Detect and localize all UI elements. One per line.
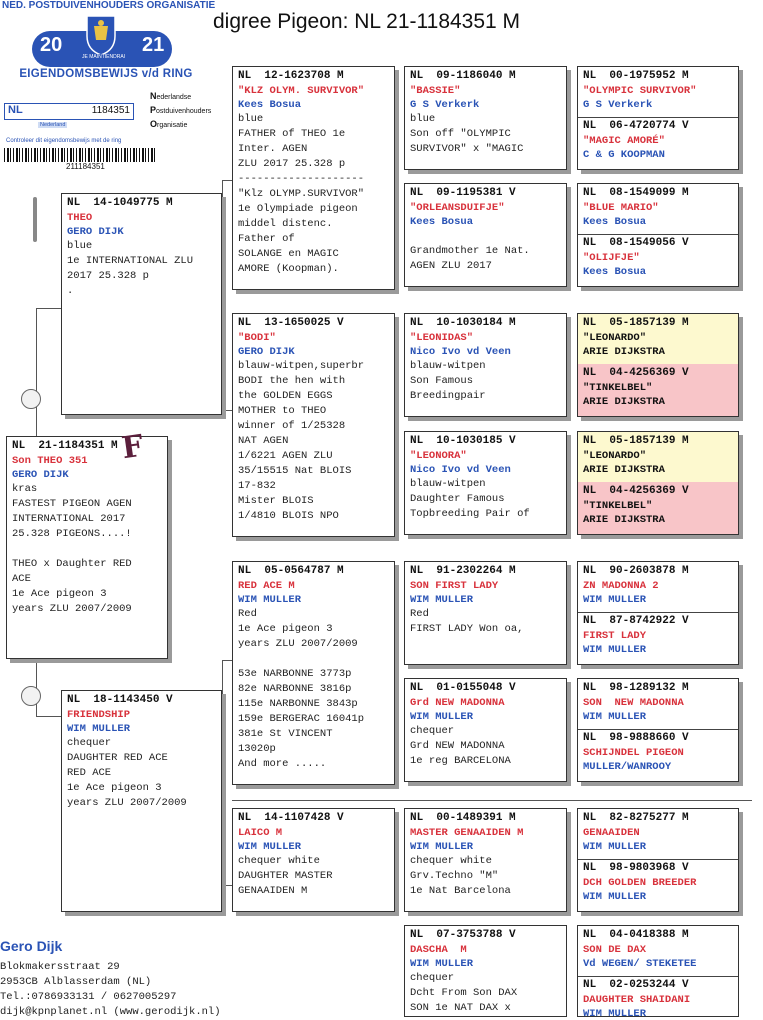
pigeon-owner: WIM MULLER bbox=[583, 644, 647, 656]
ring-number: NL 04-0418388 M bbox=[583, 929, 689, 941]
ring-number: NL 98-1289132 M bbox=[583, 682, 689, 694]
connector-line bbox=[222, 180, 232, 181]
pigeon-description: blue Son off "OLYMPIC SURVIVOR" x "MAGIC bbox=[410, 113, 524, 155]
ring-number: NL 05-0564787 M bbox=[238, 565, 344, 577]
pigeon-name: "TINKELBEL" bbox=[583, 500, 653, 512]
ring-number: NL 04-4256369 V bbox=[583, 367, 689, 379]
pedigree-entry-g13[interactable] bbox=[578, 809, 738, 860]
crest-icon bbox=[84, 12, 118, 56]
pigeon-owner: Vd WEGEN/ STEKETEE bbox=[583, 958, 697, 970]
pigeon-owner: Kees Bosua bbox=[410, 216, 474, 228]
ring-number: NL 98-9803968 V bbox=[583, 862, 689, 874]
ring-number: NL 00-1489391 M bbox=[410, 812, 516, 824]
pigeon-description: chequer DAUGHTER RED ACE RED ACE 1e Ace pigeon 3 years ZLU 2007/2009 bbox=[67, 737, 187, 809]
badge-organisation: NED. POSTDUIVENHOUDERS ORGANISATIE bbox=[2, 0, 216, 11]
pigeon-name: THEO bbox=[67, 212, 93, 224]
ring-number: NL 10-1030184 M bbox=[410, 317, 516, 329]
pigeon-name: "BODI" bbox=[238, 332, 276, 344]
ring-number: NL 91-2302264 M bbox=[410, 565, 516, 577]
pedigree-entry-g15[interactable] bbox=[578, 926, 738, 977]
ring-number: NL 82-8275277 M bbox=[583, 812, 689, 824]
ring-number: 1184351 bbox=[91, 105, 130, 116]
ring-number: NL 00-1975952 M bbox=[583, 70, 689, 82]
pedigree-card-pair-5 bbox=[577, 561, 739, 665]
pedigree-card-dam-sire[interactable] bbox=[232, 561, 395, 785]
ring-number: NL 04-4256369 V bbox=[583, 485, 689, 497]
barcode-number: 211184351 bbox=[66, 162, 105, 171]
pedigree-card-sss[interactable] bbox=[404, 66, 567, 170]
pigeon-name: FIRST LADY bbox=[583, 630, 647, 642]
pigeon-owner: G S Verkerk bbox=[410, 99, 480, 111]
connector-line bbox=[222, 410, 232, 411]
pigeon-description: blauw-witpen Daughter Famous Topbreeding Pair of bbox=[410, 478, 530, 520]
pigeon-description: Grandmother 1e Nat. AGEN ZLU 2017 bbox=[410, 245, 530, 272]
pigeon-owner: Nico Ivo vd Veen bbox=[410, 464, 511, 476]
pigeon-description: chequer white DAUGHTER MASTER GENAAIDEN M bbox=[238, 855, 333, 897]
ring-number: NL 90-2603878 M bbox=[583, 565, 689, 577]
pigeon-owner: WIM MULLER bbox=[410, 958, 474, 970]
pin-icon bbox=[33, 197, 37, 242]
pigeon-name: Grd NEW MADONNA bbox=[410, 697, 505, 709]
badge-control-text: Controleer dit eigendomsbewijs met de ring bbox=[6, 138, 122, 144]
barcode-icon bbox=[4, 148, 156, 162]
pigeon-owner: WIM MULLER bbox=[238, 841, 302, 853]
pigeon-owner: WIM MULLER bbox=[583, 711, 647, 723]
pigeon-owner: G S Verkerk bbox=[583, 99, 653, 111]
pigeon-description: blauw-witpen Son Famous Breedingpair bbox=[410, 360, 486, 402]
ring-number: NL 08-1549099 M bbox=[583, 187, 689, 199]
pigeon-description: kras FASTEST PIGEON AGEN INTERNATIONAL 2017 25.328 PIGEONS....! THEO x Daughter RED ACE 1e Ace pigeon 3 years ZLU 2007/2009 bbox=[12, 483, 132, 615]
pigeon-owner: ARIE DIJKSTRA bbox=[583, 464, 665, 476]
connector-line bbox=[222, 885, 232, 886]
pigeon-owner: WIM MULLER bbox=[583, 1008, 647, 1016]
ring-number: NL 18-1143450 V bbox=[67, 694, 173, 706]
pigeon-owner: WIM MULLER bbox=[583, 594, 647, 606]
ring-number: NL 05-1857139 M bbox=[583, 317, 689, 329]
ring-number: NL 08-1549056 V bbox=[583, 237, 689, 249]
pedigree-card-dam[interactable] bbox=[61, 690, 222, 912]
pigeon-name: "OLYMPIC SURVIVOR" bbox=[583, 85, 697, 97]
pigeon-name: GENAAIDEN bbox=[583, 827, 640, 839]
pedigree-card-pair-1 bbox=[577, 66, 739, 170]
ring-number: NL 10-1030185 V bbox=[410, 435, 516, 447]
connector-line bbox=[222, 660, 223, 885]
ring-number: NL 14-1049775 M bbox=[67, 197, 173, 209]
connector-line bbox=[222, 660, 232, 661]
pedigree-card-dss[interactable] bbox=[404, 561, 567, 665]
pigeon-name: "LEONARDO" bbox=[583, 332, 647, 344]
ring-number-box bbox=[4, 103, 134, 120]
pigeon-owner: WIM MULLER bbox=[67, 723, 131, 735]
pedigree-card-sds[interactable] bbox=[404, 313, 567, 417]
pigeon-name: "MAGIC AMORÉ" bbox=[583, 135, 665, 147]
connector-knob-icon bbox=[21, 686, 41, 706]
pigeon-owner: MULLER/WANROOY bbox=[583, 761, 672, 773]
pedigree-card-pair-3 bbox=[577, 313, 739, 417]
pedigree-card-ddd[interactable] bbox=[404, 925, 567, 1017]
pigeon-description: blue FATHER of THEO 1e Inter. AGEN ZLU 2017 25.328 p -------------------- "Klz OLYMP.SURVIVOR" 1e Olympiade pigeon middel distenc. Father of SOLANGE en MAGIC AMORE (Koopman). bbox=[238, 113, 365, 275]
pigeon-name: "LEONIDAS" bbox=[410, 332, 474, 344]
pigeon-owner: GERO DIJK bbox=[238, 346, 295, 358]
badge-country-label: Nederland bbox=[40, 122, 66, 128]
acronym-letter-n: N bbox=[150, 91, 157, 101]
pigeon-owner: Kees Bosua bbox=[583, 266, 647, 278]
pedigree-entry-g5[interactable] bbox=[578, 314, 738, 365]
crest-motto: JE MAINTIENDRAI bbox=[82, 54, 126, 60]
breeder-phone: Tel.:0786933131 / 0627005297 bbox=[0, 991, 177, 1003]
acronym-word-p: ostduivenhouders bbox=[156, 108, 212, 115]
pedigree-entry-g6[interactable] bbox=[578, 364, 738, 416]
acronym-word-n: ederlandse bbox=[156, 94, 192, 101]
pigeon-owner: C & G KOOPMAN bbox=[583, 149, 665, 161]
ring-number: NL 12-1623708 M bbox=[238, 70, 344, 82]
pedigree-card-pair-6 bbox=[577, 678, 739, 782]
ring-number: NL 87-8742922 V bbox=[583, 615, 689, 627]
pigeon-name: MASTER GENAAIDEN M bbox=[410, 827, 524, 839]
pigeon-owner: Kees Bosua bbox=[583, 216, 647, 228]
ring-number: NL 05-1857139 M bbox=[583, 435, 689, 447]
ring-number: NL 06-4720774 V bbox=[583, 120, 689, 132]
pedigree-card-sire-sire[interactable] bbox=[232, 66, 395, 290]
breeder-city: 2953CB Alblasserdam (NL) bbox=[0, 976, 152, 988]
pedigree-entry-g1[interactable] bbox=[578, 67, 738, 118]
pigeon-owner: GERO DIJK bbox=[12, 469, 69, 481]
badge-year-right: 21 bbox=[142, 34, 165, 56]
breeder-name: Gero Dijk bbox=[0, 938, 63, 954]
pigeon-name: RED ACE M bbox=[238, 580, 295, 592]
pigeon-name: "BASSIE" bbox=[410, 85, 461, 97]
pigeon-owner: WIM MULLER bbox=[583, 841, 647, 853]
connector-line bbox=[222, 180, 223, 410]
pigeon-description: blauw-witpen,superbr BODI the hen with the GOLDEN EGGS MOTHER to THEO winner of 1/25328 NAT AGEN 1/6221 AGEN ZLU 35/15515 Nat BLOIS 17-832 Mister BLOIS 1/4810 BLOIS NPO bbox=[238, 360, 365, 522]
pigeon-owner: WIM MULLER bbox=[238, 594, 302, 606]
pedigree-entry-g7[interactable] bbox=[578, 432, 738, 483]
ring-number: NL 07-3753788 V bbox=[410, 929, 516, 941]
acronym-letter-p: P bbox=[150, 105, 157, 115]
pedigree-card-pair-2 bbox=[577, 183, 739, 287]
pigeon-name: "ORLEANSDUIFJE" bbox=[410, 202, 505, 214]
handwritten-mark: F bbox=[119, 428, 146, 467]
pigeon-description: chequer Dcht From Son DAX SON 1e NAT DAX x bbox=[410, 972, 518, 1014]
breeder-contact bbox=[0, 938, 221, 1020]
pedigree-card-sire-dam[interactable] bbox=[232, 313, 395, 537]
badge-heading: EIGENDOMSBEWIJS v/d RING bbox=[19, 68, 193, 80]
pedigree-card-dam-dam[interactable] bbox=[232, 808, 395, 912]
ring-number: NL 14-1107428 V bbox=[238, 812, 344, 824]
pedigree-card-pair-4 bbox=[577, 431, 739, 535]
breeder-website-link[interactable]: dijk@kpnplanet.nl (www.gerodijk.nl) bbox=[0, 1006, 221, 1018]
pigeon-name: "TINKELBEL" bbox=[583, 382, 653, 394]
connector-knob-icon bbox=[21, 389, 41, 409]
pedigree-entry-g9[interactable] bbox=[578, 562, 738, 613]
pedigree-entry-g2[interactable] bbox=[578, 117, 738, 169]
pigeon-name: ZN MADONNA 2 bbox=[583, 580, 659, 592]
pigeon-name: SON NEW MADONNA bbox=[583, 697, 684, 709]
pedigree-entry-g8[interactable] bbox=[578, 482, 738, 534]
pedigree-card-dds[interactable] bbox=[404, 808, 567, 912]
badge-acronym bbox=[150, 90, 211, 132]
ring-number: NL 09-1186040 M bbox=[410, 70, 516, 82]
pigeon-owner: Kees Bosua bbox=[238, 99, 302, 111]
breeder-street: Blokmakersstraat 29 bbox=[0, 961, 120, 973]
pedigree-entry-g16[interactable] bbox=[578, 976, 738, 1016]
pigeon-name: Son THEO 351 bbox=[12, 455, 88, 467]
pigeon-name: DASCHA M bbox=[410, 944, 467, 956]
pedigree-card-sire[interactable] bbox=[61, 193, 222, 415]
pedigree-entry-g11[interactable] bbox=[578, 679, 738, 730]
pedigree-card-sdd[interactable] bbox=[404, 431, 567, 535]
ring-number: NL 02-0253244 V bbox=[583, 979, 689, 991]
connector-line bbox=[36, 308, 37, 438]
pigeon-name: "LEONARDO" bbox=[583, 450, 647, 462]
pedigree-card-dsd[interactable] bbox=[404, 678, 567, 782]
pigeon-description: blue 1e INTERNATIONAL ZLU 2017 25.328 p . bbox=[67, 240, 194, 297]
pedigree-entry-g14[interactable] bbox=[578, 859, 738, 911]
pedigree-entry-g12[interactable] bbox=[578, 729, 738, 781]
pigeon-name: "OLIJFJE" bbox=[583, 252, 640, 264]
acronym-letter-o: O bbox=[150, 119, 158, 129]
pigeon-name: FRIENDSHIP bbox=[67, 709, 131, 721]
pedigree-card-ssd[interactable] bbox=[404, 183, 567, 287]
pigeon-owner: WIM MULLER bbox=[410, 711, 474, 723]
ring-number: NL 01-0155048 V bbox=[410, 682, 516, 694]
pigeon-owner: ARIE DIJKSTRA bbox=[583, 514, 665, 526]
pigeon-owner: ARIE DIJKSTRA bbox=[583, 346, 665, 358]
connector-line bbox=[36, 308, 61, 309]
pedigree-card-pair-8 bbox=[577, 925, 739, 1017]
pigeon-description: Red FIRST LADY Won oa, bbox=[410, 608, 524, 635]
page-title: digree Pigeon: NL 21-1184351 M bbox=[213, 10, 521, 33]
ring-number: NL 21-1184351 M bbox=[12, 440, 118, 452]
pigeon-name: "KLZ OLYM. SURVIVOR" bbox=[238, 85, 365, 97]
ring-number: NL 09-1195381 V bbox=[410, 187, 516, 199]
connector-line bbox=[232, 800, 752, 801]
pigeon-owner: WIM MULLER bbox=[410, 841, 474, 853]
pigeon-name: DCH GOLDEN BREEDER bbox=[583, 877, 697, 889]
pigeon-owner: Nico Ivo vd Veen bbox=[410, 346, 511, 358]
pigeon-description: chequer Grd NEW MADONNA 1e reg BARCELONA bbox=[410, 725, 511, 767]
pigeon-name: "BLUE MARIO" bbox=[583, 202, 659, 214]
pigeon-owner: WIM MULLER bbox=[410, 594, 474, 606]
pigeon-description: Red 1e Ace pigeon 3 years ZLU 2007/2009 53e NARBONNE 3773p 82e NARBONNE 3816p 115e NARBONNE 3843p 159e BERGERAC 16041p 381e St VINCENT 13020p And more ..... bbox=[238, 608, 365, 770]
connector-line bbox=[36, 716, 61, 717]
pedigree-card-pair-7 bbox=[577, 808, 739, 912]
pigeon-owner: GERO DIJK bbox=[67, 226, 124, 238]
ring-country: NL bbox=[8, 104, 23, 116]
ring-ownership-certificate bbox=[0, 0, 216, 172]
pigeon-name: SCHIJNDEL PIGEON bbox=[583, 747, 684, 759]
pigeon-name: SON DE DAX bbox=[583, 944, 647, 956]
pigeon-name: LAICO M bbox=[238, 827, 283, 839]
badge-year-left: 20 bbox=[40, 34, 63, 56]
pedigree-entry-g3[interactable] bbox=[578, 184, 738, 235]
pigeon-name: SON FIRST LADY bbox=[410, 580, 499, 592]
pigeon-description: chequer white Grv.Techno "M" 1e Nat Barcelona bbox=[410, 855, 511, 897]
pigeon-name: "LEONORA" bbox=[410, 450, 467, 462]
pedigree-card-subject[interactable] bbox=[6, 436, 168, 659]
pigeon-owner: WIM MULLER bbox=[583, 891, 647, 903]
pigeon-name: DAUGHTER SHAIDANI bbox=[583, 994, 691, 1006]
pigeon-owner: ARIE DIJKSTRA bbox=[583, 396, 665, 408]
ring-number: NL 13-1650025 V bbox=[238, 317, 344, 329]
pedigree-entry-g10[interactable] bbox=[578, 612, 738, 664]
ring-number: NL 98-9888660 V bbox=[583, 732, 689, 744]
acronym-word-o: rganisatie bbox=[157, 122, 188, 129]
pedigree-entry-g4[interactable] bbox=[578, 234, 738, 286]
